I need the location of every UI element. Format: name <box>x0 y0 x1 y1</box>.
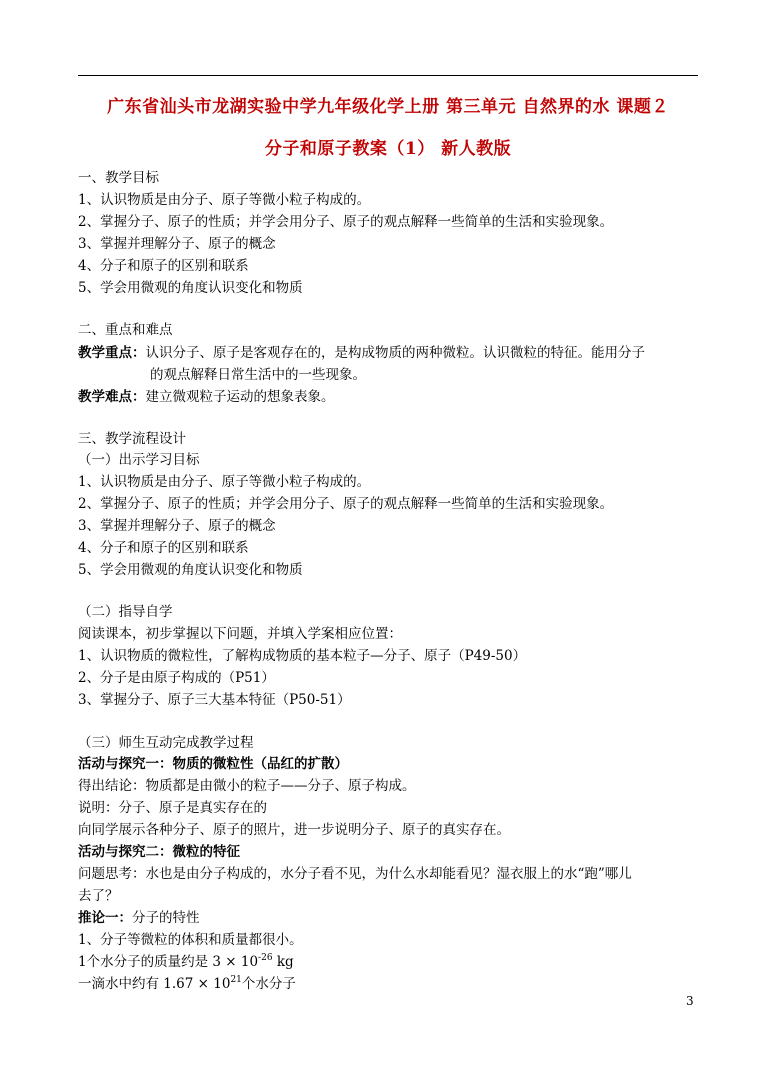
explanation-text: 说明：分子、原子是真实存在的 <box>78 800 267 816</box>
section3-item: 3、掌握并理解分子、原子的概念 <box>78 518 276 534</box>
inference-text: 分子的特性 <box>132 910 200 926</box>
show-text: 向同学展示各种分子、原子的照片，进一步说明分子、原子的真实存在。 <box>78 822 510 838</box>
question-text-cont: 去了？ <box>78 888 119 904</box>
key-point-label: 教学重点： <box>78 345 146 361</box>
page-number: 3 <box>686 994 694 1008</box>
subsection2-intro: 阅读课本，初步掌握以下问题，并填入学案相应位置： <box>78 626 402 642</box>
question-text: 问题思考：水也是由分子构成的，水分子看不见，为什么水却能看见？湿衣服上的水“跑”哪儿 <box>78 866 632 882</box>
subsection2-item: 3、掌握分子、原子三大基本特征（P50-51） <box>78 692 351 708</box>
section1-item: 3、掌握并理解分子、原子的概念 <box>78 236 276 252</box>
mass-unit: kg <box>272 954 294 970</box>
drop-line <box>78 972 296 992</box>
property1-text: 1、分子等微粒的体积和质量都很小。 <box>78 932 303 948</box>
key-point-line <box>78 341 645 361</box>
drop-suffix: 个水分子 <box>241 976 296 992</box>
key-point-text-cont: 的观点解释日常生活中的一些现象。 <box>150 367 366 383</box>
header-rule <box>78 75 698 76</box>
subsection3-heading: （三）师生互动完成教学过程 <box>78 735 254 751</box>
difficulty-line <box>78 385 335 405</box>
subsection1-heading: （一）出示学习目标 <box>78 452 200 468</box>
activity1-heading: 活动与探究一：物质的微粒性（品红的扩散） <box>78 756 348 772</box>
difficulty-text: 建立微观粒子运动的想象表象。 <box>145 389 335 405</box>
section3-item: 1、认识物质是由分子、原子等微小粒子构成的。 <box>78 474 371 490</box>
subsection2-item: 2、分子是由原子构成的（P51） <box>78 670 275 686</box>
section1-item: 4、分子和原子的区别和联系 <box>78 258 249 274</box>
section1-item: 5、学会用微观的角度认识变化和物质 <box>78 280 303 296</box>
inference-label: 推论一： <box>78 910 132 926</box>
section3-item: 4、分子和原子的区别和联系 <box>78 540 249 556</box>
section1-item: 1、认识物质是由分子、原子等微小粒子构成的。 <box>78 192 371 208</box>
section3-item: 2、掌握分子、原子的性质；并学会用分子、原子的观点解释一些简单的生活和实验现象。 <box>78 496 614 512</box>
mass-line <box>78 950 294 970</box>
activity2-heading: 活动与探究二：微粒的特征 <box>78 844 240 860</box>
subsection2-item: 1、认识物质的微粒性，了解构成物质的基本粒子—分子、原子（P49-50） <box>78 648 527 664</box>
key-point-text: 认识分子、原子是客观存在的，是构成物质的两种微粒。认识微粒的特征。能用分子 <box>145 345 645 361</box>
section3-item: 5、学会用微观的角度认识变化和物质 <box>78 562 303 578</box>
inference-line <box>78 906 200 926</box>
document-title-line2: 分子和原子教案（1） 新人教版 <box>264 139 512 159</box>
document-title-line1: 广东省汕头市龙湖实验中学九年级化学上册 第三单元 自然界的水 课题２ <box>107 97 669 117</box>
section1-item: 2、掌握分子、原子的性质；并学会用分子、原子的观点解释一些简单的生活和实验现象。 <box>78 214 614 230</box>
section3-heading: 三、教学流程设计 <box>78 431 186 447</box>
drop-prefix: 一滴水中约有 1.67 × 10 <box>78 976 231 992</box>
drop-exponent: 21 <box>230 975 242 985</box>
difficulty-label: 教学难点： <box>78 389 146 405</box>
conclusion-text: 得出结论：物质都是由微小的粒子——分子、原子构成。 <box>78 778 416 794</box>
section2-heading: 二、重点和难点 <box>78 322 173 338</box>
mass-prefix: 1个水分子的质量约是 3 × 10 <box>78 954 259 970</box>
mass-exponent: -26 <box>258 953 273 963</box>
subsection2-heading: （二）指导自学 <box>78 604 173 620</box>
section1-heading: 一、教学目标 <box>78 170 159 186</box>
